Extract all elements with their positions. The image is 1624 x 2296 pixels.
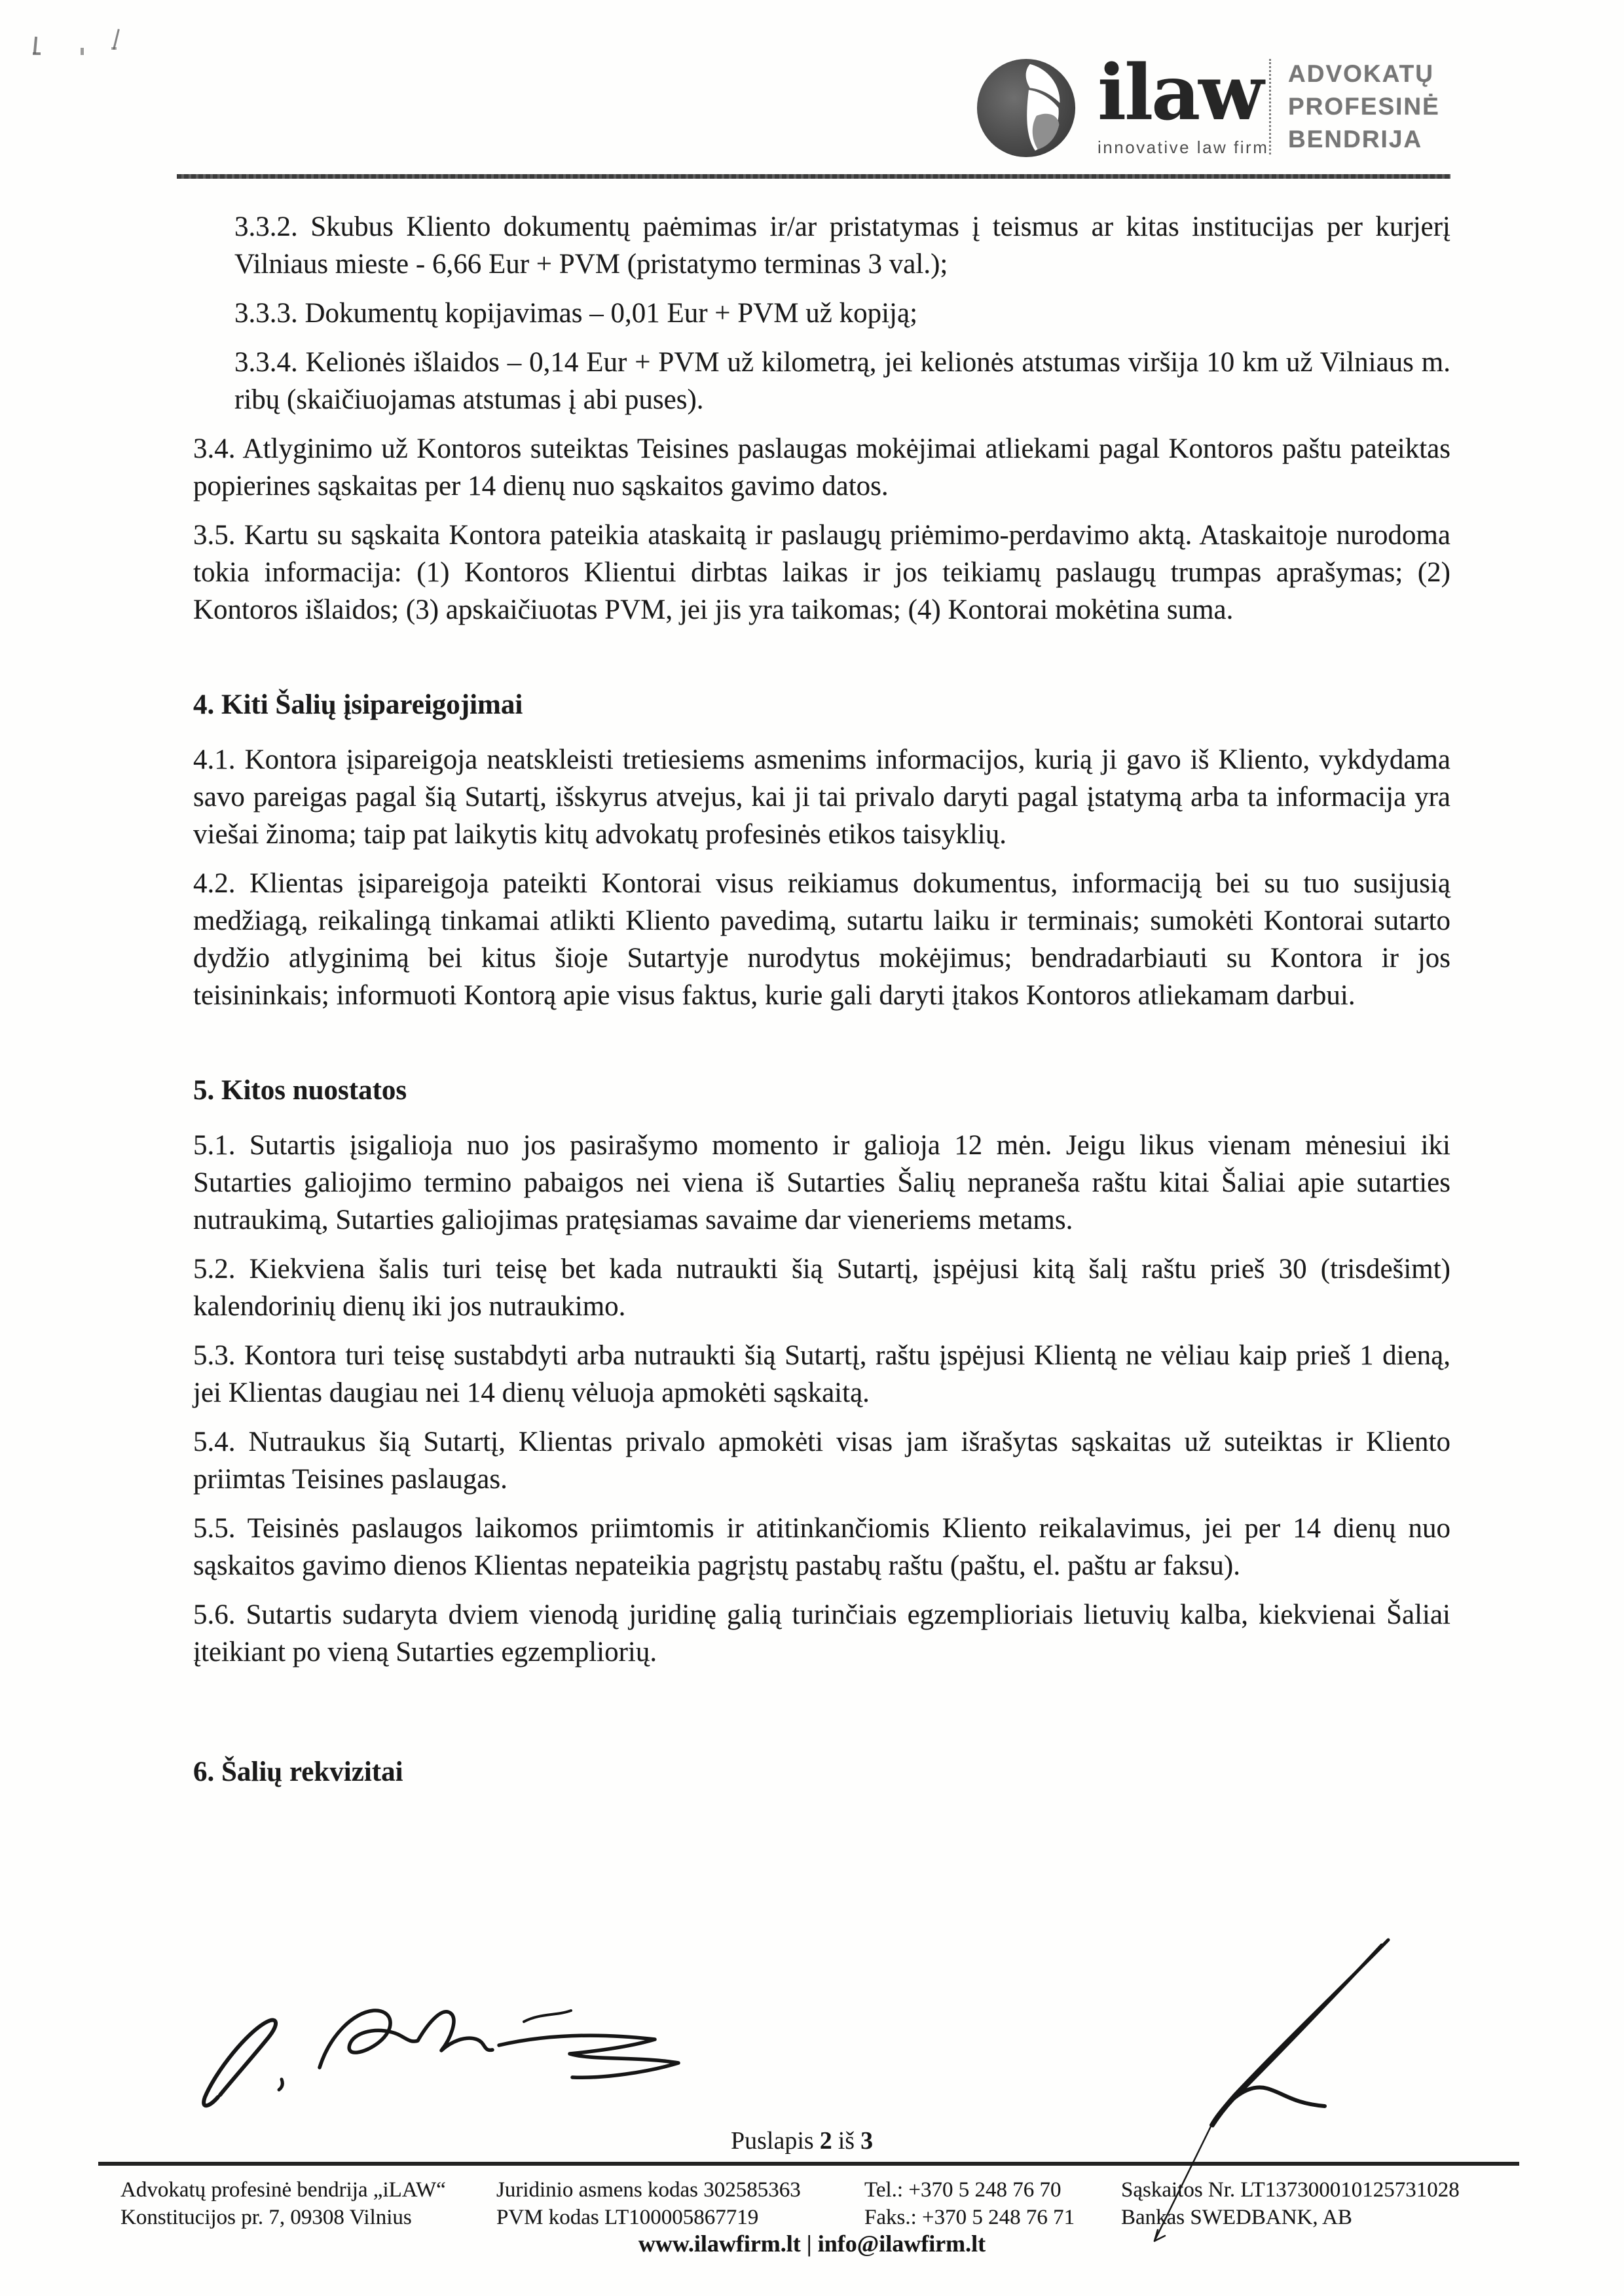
footer-website: www.ilawfirm.lt | info@ilawfirm.lt [638,2231,986,2257]
page-number-current: 2 [819,2127,832,2155]
paragraph-5-5: 5.5. Teisinės paslaugos laikomos priimtomis ir atitinkančiomis Kliento reikalavimus, jei per 14 dienų nuo sąskaitos gavimo dienos Klientas nepateikia pagrįstų pastabų raštu (paštu, el. paštu ar faksu). [193,1513,1450,1581]
logo-word-block [1098,48,1269,158]
footer-vat-code: PVM kodas LT100005867719 [496,2206,759,2229]
paragraph-4-1: 4.1. Kontora įsipareigoja neatskleisti tretiesiems asmenims informacijos, kurią ji gavo iš Kliento, vykdydama savo pareigas pagal šią Sutartį, išskyrus atvejus, kai ji tai privalo daryti pagal įstatymą arba ta informacija yra viešai žinoma; taip pat laikytis kitų advokatų profesinės etikos taisyklių. [193,744,1450,850]
org-name-line: ADVOKATŲ [1288,60,1434,87]
paragraph-5-4: 5.4. Nutraukus šią Sutartį, Klientas privalo apmokėti visas jam išrašytas sąskaitas už suteiktas ir Kliento priimtas Teisines paslaugas. [193,1427,1450,1495]
section-heading-4: 4. Kiti Šalių įsipareigojimai [193,689,523,720]
section-heading-6: 6. Šalių rekvizitai [193,1757,403,1787]
footer-phone: Tel.: +370 5 248 76 70 [864,2178,1061,2202]
page-number-total: 3 [860,2127,874,2155]
paragraph-3-5: 3.5. Kartu su sąskaita Kontora pateikia ataskaitą ir paslaugų priėmimo-perdavimo aktą. Ataskaitoje nurodoma tokia informacija: (1) Kontoros Klientui dirbtas laikas ir jos teikiamų paslaugų trumpas aprašymas; (2) Kontoros išlaidos; (3) apskaičiuotas PVM, jei jis yra taikomas; (4) Kontorai mokėtina suma. [193,520,1450,625]
page-number [731,2126,879,2155]
paragraph-5-3: 5.3. Kontora turi teisę sustabdyti arba nutraukti šią Sutartį, raštu įspėjusi Klientą ne vėliau kaip prieš 1 dieną, jei Klientas daugiau nei 14 dienų vėluoja apmokėti sąskaitą. [193,1340,1450,1408]
footer-bank-name: Bankas SWEDBANK, AB [1121,2206,1352,2229]
footer-legal-code: Juridinio asmens kodas 302585363 [496,2178,801,2202]
footer-column-codes [496,2176,801,2231]
letterhead [974,48,1440,160]
footer-account-number: Sąskaitos Nr. LT137300010125731028 [1121,2178,1460,2202]
footer-column-company [120,2176,446,2231]
page-number-prefix: Puslapis [731,2127,814,2155]
section-heading-5: 5. Kitos nuostatos [193,1075,407,1106]
footer-fax: Faks.: +370 5 248 76 71 [864,2206,1075,2229]
paragraph-3-3-2: 3.3.2. Skubus Kliento dokumentų paėmimas ir/ar pristatymas į teismus ar kitas institucijas per kurjerį Vilniaus mieste - 6,66 Eur + PVM (pristatymo terminas 3 val.); [234,211,1450,280]
document-body [193,208,1450,1791]
footer-company-name: Advokatų profesinė bendrija „iLAW“ [120,2178,446,2202]
paragraph-3-3-3: 3.3.3. Dokumentų kopijavimas – 0,01 Eur + PVM už kopiją; [234,298,918,329]
paragraph-5-2: 5.2. Kiekviena šalis turi teisę bet kada nutraukti šią Sutartį, įspėjusi kitą šalį raštu prieš 30 (trisdešimt) kalendorinių dienų iki jos nutraukimo. [193,1254,1450,1322]
scan-artifact [33,37,37,54]
paragraph-4-2: 4.2. Klientas įsipareigoja pateikti Kontorai visus reikiamus dokumentus, informaciją bei su tuo susijusią medžiagą, reikalingą tinkamai atlikti Kliento pavedimą, sutartu laiku ir terminais; sumokėti Kontorai sutarto dydžio atlyginimą bei kitus šioje Sutartyje nurodytus mokėjimus; bendradarbiauti su Kontora ir jos teisininkais; informuoti Kontorą apie visus faktus, kurie gali daryti įtakos Kontoros atliekamam darbui. [193,868,1450,1011]
scan-artifact [111,47,117,50]
paragraph-3-4: 3.4. Atlyginimo už Kontoros suteiktas Teisines paslaugas mokėjimai atliekami pagal Kontoros paštu pateiktas popierines sąskaitas per 14 dienų nuo sąskaitos gavimo datos. [193,433,1450,501]
paragraph-5-1: 5.1. Sutartis įsigalioja nuo jos pasirašymo momento ir galioja 12 mėn. Jeigu likus vienam mėnesiui iki Sutarties galiojimo termino pabaigos nei viena iš Sutarties Šalių nepraneša raštu kitai Šaliai apie sutarties nutraukimą, Sutarties galiojimas pratęsiamas savaime dar vieneriems metams. [193,1130,1450,1235]
ilaw-logo-icon [974,56,1078,160]
signature-left [182,1976,706,2123]
paragraph-5-6: 5.6. Sutartis sudaryta dviem vienodą juridinę galią turinčiais egzemplioriais lietuvių kalba, kiekvienai Šaliai įteikiant po vieną Sutarties egzempliorių. [193,1599,1450,1667]
header-rule [177,174,1450,179]
page-number-separator: iš [838,2127,855,2155]
header-divider [1269,59,1271,155]
signature-right [1136,1928,1418,2255]
footer-address: Konstitucijos pr. 7, 09308 Vilnius [120,2206,412,2229]
scan-artifact [33,52,41,55]
scan-artifact [81,48,84,55]
org-name [1288,58,1440,156]
footer-column-contacts [864,2176,1075,2231]
org-name-line: BENDRIJA [1288,126,1423,153]
logo-tagline: innovative law firm [1098,137,1269,157]
org-name-line: PROFESINĖ [1288,93,1440,120]
logo-wordmark: ilaw [1098,48,1263,137]
paragraph-3-3-4: 3.3.4. Kelionės išlaidos – 0,14 Eur + PVM už kilometrą, jei kelionės atstumas viršija 10 km už Vilniaus m. ribų (skaičiuojamas atstumas į abi puses). [234,347,1450,415]
